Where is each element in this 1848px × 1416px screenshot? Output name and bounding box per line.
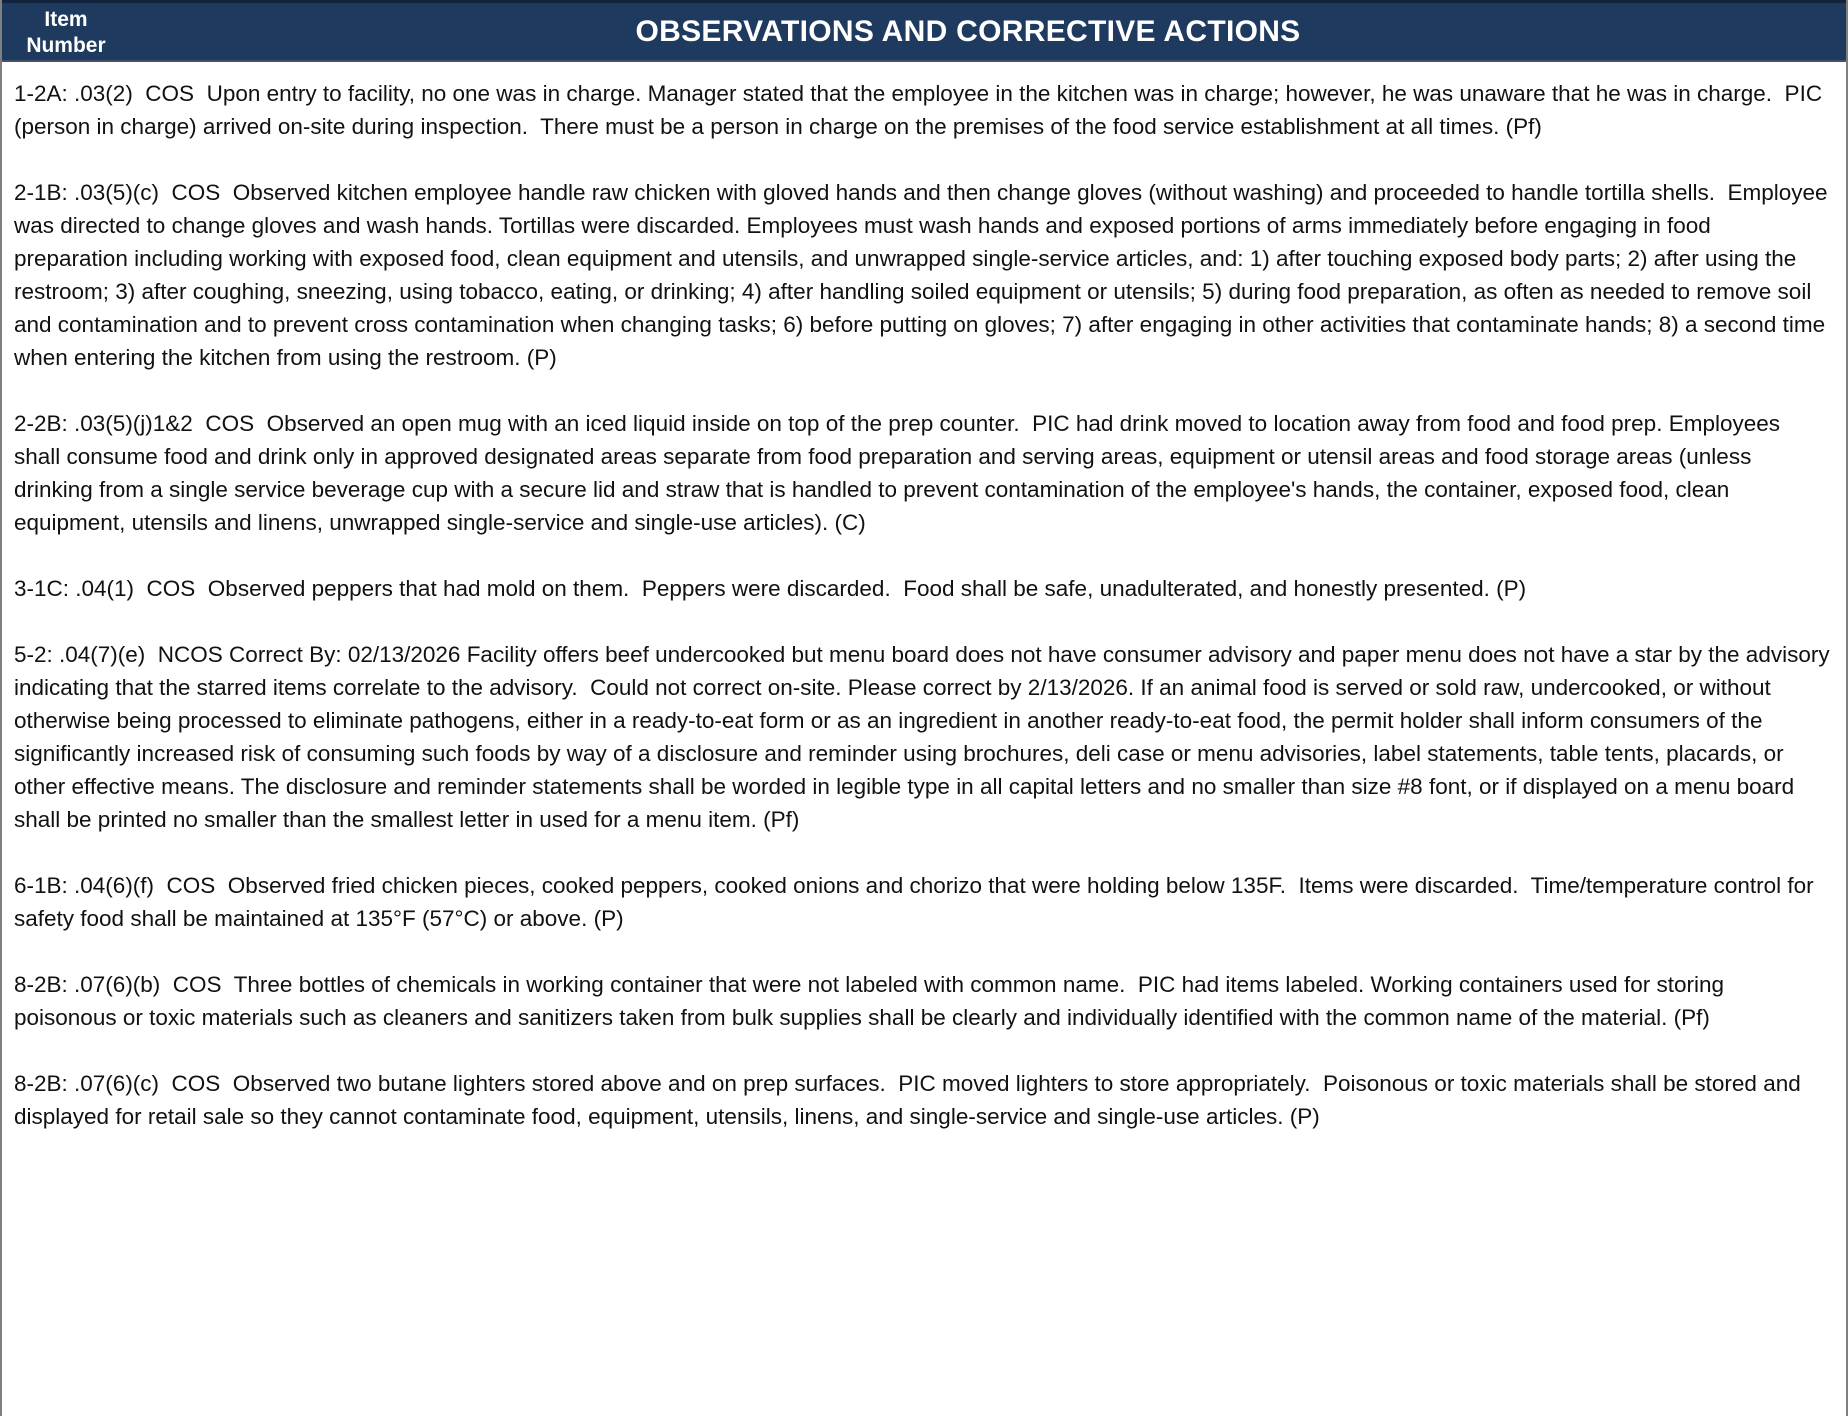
observations-section-title: OBSERVATIONS AND CORRECTIVE ACTIONS [635,14,1301,48]
observation-row: 3-1C: .04(1) COS Observed peppers that had mold on them. Peppers were discarded. Food shall be safe, unadulterated, and honestly presented. (P) [14,576,1527,601]
observations-table-header [2,0,1846,62]
observation-row: 1-2A: .03(2) COS Upon entry to facility, no one was in charge. Manager stated that the employee in the kitchen was in charge; however, he was unaware that he was in charge. PIC (person in charge) arrived on-site during inspection. There must be a person in charge on the premises of the food service establishment at all times. (Pf) [14,81,1829,139]
observation-row: 8-2B: .07(6)(c) COS Observed two butane lighters stored above and on prep surfaces. PIC moved lighters to store appropriately. Poisonous or toxic materials shall be stored and displayed for retail sale so they cannot contaminate food, equipment, utensils, linens, and single-service and single-use articles. (P) [14,1071,1807,1129]
observation-row: 6-1B: .04(6)(f) COS Observed fried chicken pieces, cooked peppers, cooked onions and chorizo that were holding below 135F. Items were discarded. Time/temperature control for safety food shall be maintained at 135°F (57°C) or above. (P) [14,873,1820,931]
observation-row: 2-2B: .03(5)(j)1&2 COS Observed an open mug with an iced liquid inside on top of the prep counter. PIC had drink moved to location away from food and food prep. Employees shall consume food and drink only in approved designated areas separate from food preparation and serving areas, equipment or utensil areas and food storage areas (unless drinking from a single service beverage cup with a secure lid and straw that is handled to prevent contamination of the employee's hands, the container, exposed food, clean equipment, utensils and linens, unwrapped single-service and single-use articles). (C) [14,411,1787,535]
observations-list [2,62,1846,1133]
observation-row: 5-2: .04(7)(e) NCOS Correct By: 02/13/2026 Facility offers beef undercooked but menu board does not have consumer advisory and paper menu does not have a star by the advisory indicating that the starred items correlate to the advisory. Could not correct on-site. Please correct by 2/13/2026. If an animal food is served or sold raw, undercooked, or without otherwise being processed to eliminate pathogens, either in a ready-to-eat form or as an ingredient in another ready-to-eat food, the permit holder shall inform consumers of the significantly increased risk of consuming such foods by way of a disclosure and reminder using brochures, deli case or menu advisories, label statements, table tents, placards, or other effective means. The disclosure and reminder statements shall be worded in legible type in all capital letters and no smaller than size #8 font, or if displayed on a menu board shall be printed no smaller than the smallest letter in used for a menu item. (Pf) [14,642,1836,832]
observation-row: 8-2B: .07(6)(b) COS Three bottles of chemicals in working container that were not labeled with common name. PIC had items labeled. Working containers used for storing poisonous or toxic materials such as cleaners and sanitizers taken from bulk supplies shall be clearly and individually identified with the common name of the material. (Pf) [14,972,1731,1030]
item-number-column-header: Item Number [26,7,106,57]
observation-row: 2-1B: .03(5)(c) COS Observed kitchen employee handle raw chicken with gloved hands and then change gloves (without washing) and proceeded to handle tortilla shells. Employee was directed to change gloves and wash hands. Tortillas were discarded. Employees must wash hands and exposed portions of arms immediately before engaging in food preparation including working with exposed food, clean equipment and utensils, and unwrapped single-service articles, and: 1) after touching exposed body parts; 2) after using the restroom; 3) after coughing, sneezing, using tobacco, eating, or drinking; 4) after handling soiled equipment or utensils; 5) during food preparation, as often as needed to remove soil and contamination and to prevent cross contamination when changing tasks; 6) before putting on gloves; 7) after engaging in other activities that contaminate hands; 8) a second time when entering the kitchen from using the restroom. (P) [14,180,1834,370]
